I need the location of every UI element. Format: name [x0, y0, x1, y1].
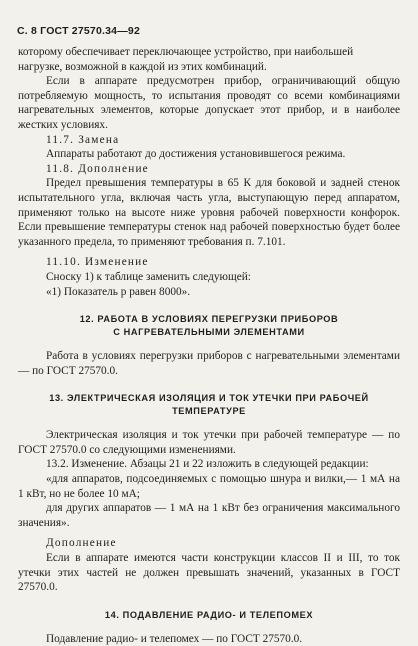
paragraph: Сноску 1) к таблице заменить следующей: — [46, 270, 251, 283]
section-13-heading: 13. ЭЛЕКТРИЧЕСКАЯ ИЗОЛЯЦИЯ И ТОК УТЕЧКИ ПРИ РАБОЧЕЙ — [49, 393, 369, 404]
paragraph: Аппараты работают до достижения установившегося режима. — [46, 148, 346, 161]
paragraph: 13.2. Изменение. Абзацы 21 и 22 изложить в следующей редакции: — [46, 458, 369, 471]
paragraph-line: нагрузке, возможной в каждой из этих комбинаций. — [18, 60, 267, 73]
section-12-heading-cont: С НАГРЕВАТЕЛЬНЫМИ ЭЛЕМЕНТАМИ — [113, 327, 305, 338]
paragraph: Подавление радио- и телепомех — по ГОСТ 27570.0. — [46, 632, 303, 645]
section-title-text: 11.10. Изменение — [46, 256, 149, 269]
section-11-8-title — [18, 162, 400, 177]
quote: «1) Показатель р равен 8000». — [46, 285, 191, 298]
section-11-10-title — [18, 255, 400, 270]
section-13-addition-title — [18, 536, 400, 551]
paragraph: Если в аппарате предусмотрен прибор, ограничивающий общую потребляемую мощность, то испытания проводят со всеми комбинациями нагревательных элементов, которые допускает этот прибор, и в наиболее жестких условиях. — [18, 75, 400, 131]
paragraph: Электрическая изоляция и ток утечки при рабочей температуре — по ГОСТ 27570.0 со следующими изменениями. — [18, 429, 400, 456]
section-11-7-title — [18, 133, 400, 148]
section-title-text: Дополнение — [46, 537, 117, 550]
paragraph-line: которому обеспечивает переключающее устройство, при наибольшей — [18, 46, 354, 58]
page-header: С. 8 ГОСТ 27570.34—92 — [17, 25, 140, 37]
paragraph: Предел превышения температуры в 65 К для боковой и задней стенок испытательного угла, включая часть угла, выступающую перед аппаратом, применяют только на высоте ниже уровня рабочей поверхности конфорок. Если превышение температуры стенок над рабочей поверхностью будет более указанного предела, то применяют требования п. 7.101. — [18, 177, 400, 248]
section-12-heading: 12. РАБОТА В УСЛОВИЯХ ПЕРЕГРУЗКИ ПРИБОРОВ — [79, 314, 339, 325]
document-body — [18, 45, 400, 646]
paragraph: Работа в условиях перегрузки приборов с нагревательными элементами — по ГОСТ 27570.0. — [18, 350, 400, 377]
section-13-heading-cont: ТЕМПЕРАТУРЕ — [172, 406, 246, 417]
paragraph: Если в аппарате имеются части конструкции классов II и III, то ток утечки этих частей не должен превышать значений, указанных в ГОСТ 27570.0. — [18, 552, 400, 594]
quote: для других аппаратов — 1 мА на 1 кВт без ограничения максимального значения». — [18, 502, 400, 529]
section-title-text: 11.8. Дополнение — [46, 162, 149, 175]
section-title-text: 11.7. Замена — [46, 133, 120, 146]
quote: «для аппаратов, подсоединяемых с помощью шнура и вилки,— 1 мА на 1 кВт, но не более 10 мА; — [18, 473, 400, 500]
section-14-heading: 14. ПОДАВЛЕНИЕ РАДИО- И ТЕЛЕПОМЕХ — [104, 609, 314, 620]
